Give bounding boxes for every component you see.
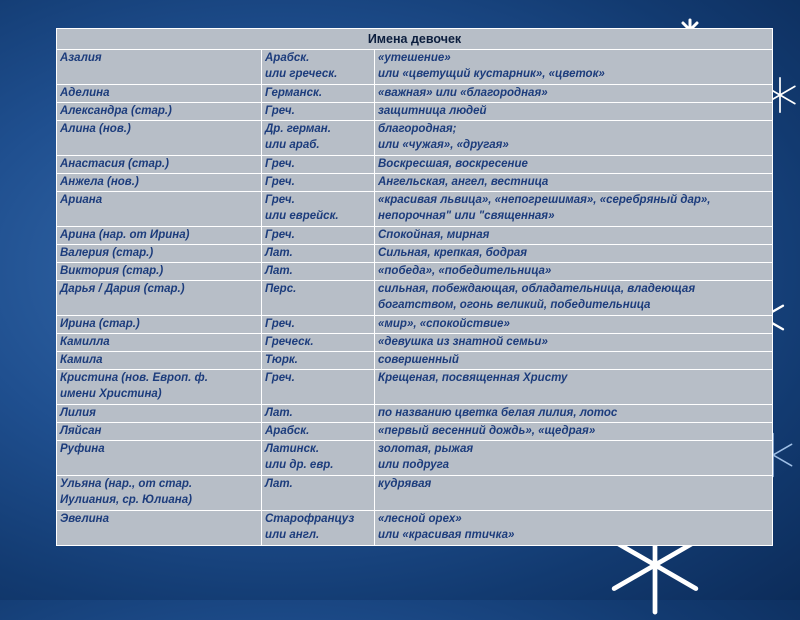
origin-cell-line: Арабск. [265,425,310,437]
meaning-cell-line: Спокойная, мирная [378,229,490,241]
meaning-cell-line: «лесной орех» [378,513,462,525]
meaning-cell-line: «мир», «спокойствие» [378,318,510,330]
meaning-cell-line: «важная» или «благородная» [378,87,548,99]
name-cell-line: Камилла [60,336,110,348]
name-cell [57,85,262,103]
name-cell [57,263,262,281]
meaning-cell [375,227,773,245]
origin-cell-line: Тюрк. [265,354,298,366]
meaning-cell-line: Крещеная, посвященная Христу [378,372,568,384]
origin-cell [262,441,375,476]
table-row [57,245,773,263]
name-cell [57,192,262,227]
meaning-cell [375,352,773,370]
origin-cell [262,227,375,245]
meaning-cell-line: совершенный [378,354,459,366]
origin-cell-line: Греч. [265,318,295,330]
meaning-cell-line: «девушка из знатной семьи» [378,336,548,348]
table-row [57,192,773,227]
name-cell [57,227,262,245]
table-row [57,511,773,546]
origin-cell [262,85,375,103]
meaning-cell [375,174,773,192]
table-row [57,156,773,174]
origin-cell-line: Арабск. [265,52,310,64]
table-row [57,103,773,121]
origin-cell-line: или др. евр. [265,459,334,471]
name-cell [57,476,262,511]
origin-cell-line: Греч. [265,194,295,206]
name-cell [57,334,262,352]
table-row [57,263,773,281]
name-cell [57,511,262,546]
name-cell-line: Ариана [60,194,103,206]
meaning-cell [375,334,773,352]
origin-cell-line: Старофранцуз [265,513,355,525]
meaning-cell-line: «красивая львица», «непогрешимая», «серебряный дар», [378,194,711,206]
name-cell-line: Ульяна (нар., от стар. [60,478,193,490]
origin-cell-line: Германск. [265,87,323,99]
name-cell [57,174,262,192]
origin-cell [262,352,375,370]
name-cell-line: Арина (нар. от Ирина) [60,229,190,241]
table-title: Имена девочек [57,29,773,50]
name-cell-line: Камила [60,354,103,366]
meaning-cell-line: или «чужая», «другая» [378,139,509,151]
name-cell-line: Анастасия (стар.) [60,158,169,170]
name-cell [57,245,262,263]
origin-cell [262,103,375,121]
origin-cell-line: или еврейск. [265,210,339,222]
meaning-cell-line: богатством, огонь великий, победительница [378,299,651,311]
meaning-cell [375,316,773,334]
meaning-cell [375,423,773,441]
table-row [57,370,773,405]
name-cell-line: Лилия [60,407,96,419]
name-cell-line: Дарья / Дария (стар.) [60,283,185,295]
name-cell-line: Валерия (стар.) [60,247,154,259]
origin-cell-line: Лат. [265,247,293,259]
origin-cell [262,334,375,352]
meaning-cell-line: «победа», «победительница» [378,265,552,277]
table-row [57,334,773,352]
table-row [57,405,773,423]
origin-cell [262,423,375,441]
table-row [57,316,773,334]
origin-cell [262,263,375,281]
meaning-cell [375,511,773,546]
meaning-cell-line: или «цветущий кустарник», «цветок» [378,68,605,80]
origin-cell-line: Перс. [265,283,297,295]
name-cell [57,441,262,476]
meaning-cell [375,405,773,423]
meaning-cell-line: Воскресшая, воскресение [378,158,528,170]
name-cell-line: Алина (нов.) [60,123,131,135]
name-cell [57,156,262,174]
origin-cell-line: Греч. [265,229,295,241]
meaning-cell [375,476,773,511]
meaning-cell-line: «первый весенний дождь», «щедрая» [378,425,596,437]
table-row [57,281,773,316]
origin-cell [262,370,375,405]
meaning-cell [375,85,773,103]
meaning-cell-line: непорочная" или "священная» [378,210,555,222]
name-cell [57,281,262,316]
meaning-cell [375,441,773,476]
meaning-cell-line: благородная; [378,123,457,135]
meaning-cell-line: по названию цветка белая лилия, лотос [378,407,618,419]
meaning-cell [375,370,773,405]
name-cell-line: Александра (стар.) [60,105,172,117]
origin-cell-line: Греч. [265,158,295,170]
name-cell [57,316,262,334]
origin-cell-line: Лат. [265,478,293,490]
origin-cell [262,245,375,263]
origin-cell-line: или араб. [265,139,320,151]
origin-cell [262,174,375,192]
name-cell-line: Ляйсан [60,425,102,437]
meaning-cell [375,263,773,281]
origin-cell-line: Др. герман. [265,123,331,135]
meaning-cell-line: сильная, побеждающая, обладательница, владеющая [378,283,696,295]
name-cell [57,423,262,441]
meaning-cell-line: защитница людей [378,105,487,117]
origin-cell [262,50,375,85]
meaning-cell-line: или «красивая птичка» [378,529,515,541]
name-cell [57,103,262,121]
table-row [57,174,773,192]
origin-cell [262,511,375,546]
name-cell [57,352,262,370]
name-cell-line: Руфина [60,443,105,455]
meaning-cell-line: золотая, рыжая [378,443,474,455]
origin-cell [262,476,375,511]
meaning-cell-line: или подруга [378,459,450,471]
table-row [57,352,773,370]
origin-cell-line: или греческ. [265,68,338,80]
meaning-cell [375,121,773,156]
origin-cell [262,192,375,227]
origin-cell-line: Греч. [265,105,295,117]
origin-cell-line: или англ. [265,529,320,541]
origin-cell-line: Греч. [265,372,295,384]
table-row [57,85,773,103]
name-cell [57,50,262,85]
meaning-cell [375,156,773,174]
origin-cell-line: Греческ. [265,336,314,348]
name-cell-line: Анжела (нов.) [60,176,139,188]
table-row [57,227,773,245]
name-cell-line: Аделина [60,87,110,99]
name-cell-line: имени Христина) [60,388,162,400]
name-cell [57,370,262,405]
name-cell [57,405,262,423]
name-cell [57,121,262,156]
meaning-cell [375,192,773,227]
meaning-cell-line: «утешение» [378,52,451,64]
origin-cell-line: Латинск. [265,443,320,455]
meaning-cell [375,50,773,85]
name-cell-line: Кристина (нов. Европ. ф. [60,372,208,384]
origin-cell [262,156,375,174]
table-row [57,476,773,511]
name-cell-line: Виктория (стар.) [60,265,164,277]
name-cell-line: Ирина (стар.) [60,318,140,330]
origin-cell-line: Лат. [265,265,293,277]
meaning-cell-line: кудрявая [378,478,432,490]
girl-names-table [56,28,773,546]
table-row [57,121,773,156]
name-cell-line: Эвелина [60,513,109,525]
origin-cell-line: Греч. [265,176,295,188]
origin-cell-line: Лат. [265,407,293,419]
name-cell-line: Иулиания, ср. Юлиана) [60,494,192,506]
table-row [57,423,773,441]
name-cell-line: Азалия [60,52,102,64]
origin-cell [262,121,375,156]
meaning-cell [375,281,773,316]
origin-cell [262,316,375,334]
origin-cell [262,281,375,316]
table-row [57,441,773,476]
meaning-cell-line: Ангельская, ангел, вестница [378,176,549,188]
origin-cell [262,405,375,423]
meaning-cell [375,245,773,263]
meaning-cell-line: Сильная, крепкая, бодрая [378,247,528,259]
table-row [57,50,773,85]
meaning-cell [375,103,773,121]
